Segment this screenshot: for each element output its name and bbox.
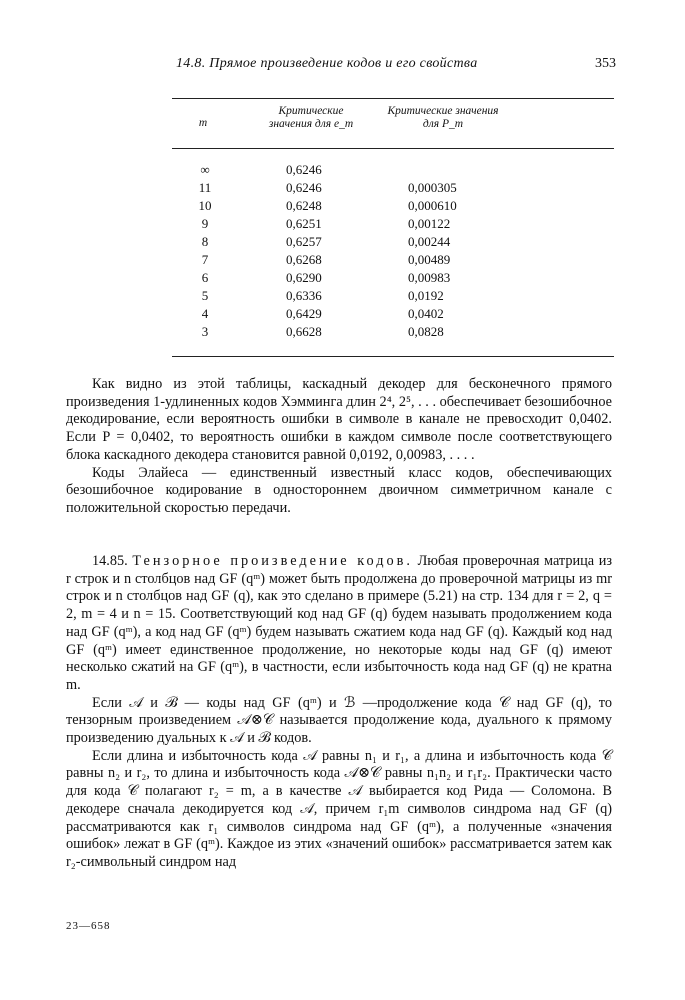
table-row [172,324,614,342]
table-row [172,216,614,234]
cell-e: 0,6290 [286,270,322,285]
page-header [176,56,616,72]
cell-m: 4 [201,306,209,321]
cell-m: 7 [201,252,209,267]
cell-e: 0,6257 [286,234,322,249]
running-title: 14.8. Прямое произведение кодов и его свойства [176,56,478,71]
cell-e: 0,6251 [286,216,322,231]
cell-p: 0,00983 [408,270,451,285]
column-header-p [384,105,502,131]
paragraph-text: Любая проверочная матрица из r строк и n столбцов над GF (qᵐ) может быть продолжена до проверочной матрицы из mr строк и n столбцов над GF (q), как это сделано в примере (5.21) на стр. 134 для r = 2, q = 2, m = 4 и n = 15. Соответствующий код над GF (q) будем называть продолжением кода над GF (qᵐ), а код над GF (qᵐ) будем называть сжатием кода над GF (q). Каждый код над GF (qᵐ) имеет единственное продолжение, но некоторые коды над GF (q) имеют несколько сжатий на GF (qᵐ), в частности, если избыточность кода над GF (q) не кратна m. [66,553,613,693]
cell-m: 6 [201,270,209,285]
body-text-upper [66,376,612,518]
table-row [172,234,614,252]
cell-e: 0,6628 [286,324,322,339]
cell-m: 10 [198,198,212,213]
cell-p: 0,0402 [408,306,444,321]
cell-e: 0,6246 [286,180,322,195]
table-row [172,198,614,216]
cell-p: 0,00122 [408,216,451,231]
paragraph: Если длина и избыточность кода 𝒜 равны n₁ и r₁, а длина и избыточность кода 𝒞 равны n₂ и r₂, то длина и избыточность кода 𝒜⊗𝒞 равны n₁n₂ и r₁r₂. Практически часто для кода 𝒞 полагают r₂ = m, а в качестве 𝒜 выбирается код Рида — Соломона. В декодере сначала декодируется код 𝒜, причем r₁m символов синдрома над GF (q) рассматриваются как r₁ символов синдрома над GF (qᵐ), а полученные «значения ошибок» лежат в GF (qᵐ). Каждое из этих «значений ошибок» рассматривается затем как r₂-символьный синдром над [66,747,612,870]
column-header-e [256,105,366,131]
cell-p: 0,00244 [408,234,451,249]
cell-p: 0,0192 [408,288,444,303]
table-row [172,180,614,198]
body-text-lower [66,553,612,872]
table-row [172,162,614,180]
paragraph [66,553,612,695]
paragraph: Если 𝒜 и ℬ — коды над GF (qᵐ) и ℬ —продолжение кода 𝒞 над GF (q), то тензорным произведением 𝒜⊗𝒞 называется продолжение кода, дуального к прямому произведению дуальных к 𝒜 и ℬ кодов. [66,694,612,747]
signature-mark: 23—658 [66,920,111,932]
page-number: 353 [595,56,616,71]
table-row [172,288,614,306]
cell-e: 0,6268 [286,252,322,267]
section-heading: Тензорное произведение кодов. [132,553,413,569]
table-row [172,252,614,270]
cell-m: 11 [198,180,212,195]
cell-e: 0,6429 [286,306,322,321]
cell-m: 8 [201,234,209,249]
cell-m: ∞ [200,162,210,177]
table-row [172,270,614,288]
cell-m: 3 [201,324,209,339]
column-header-m-label: m [198,117,208,129]
table-rule-top [172,98,614,99]
table-rule-mid [172,148,614,149]
paragraph: Как видно из этой таблицы, каскадный декодер для бесконечного прямого произведения 1-удлиненных кодов Хэмминга длин 2⁴, 2⁵, . . . обеспечивает безошибочное декодирование, если вероятность ошибки в символе в канале не превосходит 0,0402. Если P = 0,0402, то вероятность ошибки в каждом символе после соответствующего блока каскадного декодера становится равной 0,0192, 0,00983, . . . . [66,376,612,463]
cell-p: 0,00489 [408,252,451,267]
column-header-p-label: Критические значения для P_m [387,105,499,130]
section-number: 14.85. [92,553,128,569]
column-header-e-label: Критические значения для e_m [268,105,354,130]
paragraph: Коды Элайеса — единственный известный класс кодов, обеспечивающих безошибочное кодирование в одностороннем двоичном симметричном канале с положительной скоростью передачи. [66,464,612,516]
cell-p: 0,000305 [408,180,457,195]
table-row [172,306,614,324]
cell-e: 0,6248 [286,198,322,213]
column-header-m [188,117,218,130]
cell-m: 5 [201,288,209,303]
cell-p: 0,0828 [408,324,444,339]
cell-m: 9 [201,216,209,231]
table-rule-bottom [172,356,614,357]
cell-p: 0,000610 [408,198,457,213]
cell-e: 0,6246 [286,162,322,177]
cell-e: 0,6336 [286,288,322,303]
